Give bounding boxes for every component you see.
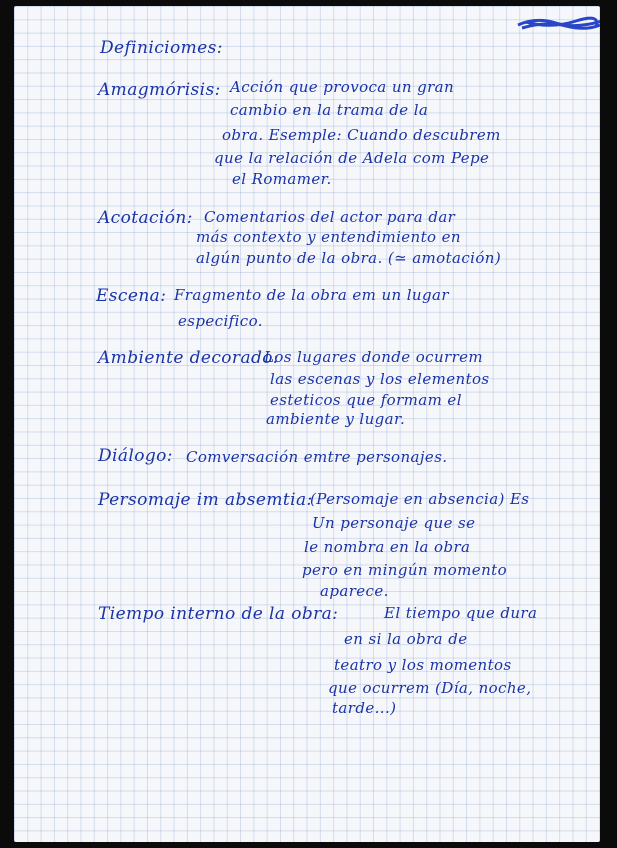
definition-line: el Romamer. (232, 170, 332, 188)
term-tiempo-interno: Tiempo interno de la obra: (98, 604, 339, 624)
definition-line: obra. Esemple: Cuando descubrem (222, 126, 501, 144)
binding-hole (2, 763, 12, 768)
binding-hole (2, 139, 12, 144)
definition-line: le nombra en la obra (304, 538, 471, 556)
definition-line: esteticos que formam el (270, 391, 462, 409)
binding-hole (2, 472, 12, 477)
binding-hole (2, 742, 12, 747)
definition-line: pero en mingún momento (302, 561, 508, 579)
binding-hole (2, 784, 12, 789)
binding-hole (2, 76, 12, 81)
binding-hole (2, 596, 12, 601)
definition-line: tarde...) (332, 699, 397, 717)
binding-hole (2, 700, 12, 705)
binding-hole (2, 492, 12, 497)
binding-hole (2, 430, 12, 435)
page-heading: Definiciomes: (100, 38, 223, 58)
binding-hole (2, 14, 12, 19)
definition-line: El tiempo que dura (384, 604, 538, 622)
binding-hole (2, 409, 12, 414)
binding-hole (2, 347, 12, 352)
binding-hole (2, 56, 12, 61)
binding-hole (2, 243, 12, 248)
definition-line: especifico. (178, 312, 263, 330)
binding-hole (2, 368, 12, 373)
binding-hole (2, 180, 12, 185)
binding-hole (2, 97, 12, 102)
binding-hole (2, 576, 12, 581)
term-ambiente-decorado: Ambiente decorado: (98, 348, 280, 368)
definition-line: en si la obra de (344, 630, 468, 648)
definition-line: teatro y los momentos (334, 656, 512, 674)
term-dialogo: Diálogo: (98, 446, 173, 466)
definition-line: Comversación emtre personajes. (186, 448, 448, 466)
definition-line: ambiente y lugar. (266, 410, 406, 428)
definition-line: aparece. (320, 582, 389, 600)
definition-line: cambio en la trama de la (230, 101, 429, 119)
definition-line: Un personaje que se (312, 514, 476, 532)
binding-hole (2, 825, 12, 830)
binding-hole (2, 804, 12, 809)
definition-line: que ocurrem (Día, noche, (328, 679, 532, 697)
binding-hole (2, 35, 12, 40)
binding-hole (2, 721, 12, 726)
term-escena: Escena: (96, 286, 167, 306)
definition-line: algún punto de la obra. (≃ amotación) (196, 249, 502, 267)
binding-hole (2, 388, 12, 393)
definition-line: Comentarios del actor para dar (204, 208, 456, 226)
binding-hole (2, 534, 12, 539)
definition-line: las escenas y los elementos (270, 370, 490, 388)
binding-hole (2, 659, 12, 664)
binding-hole (2, 638, 12, 643)
binding-hole (2, 284, 12, 289)
definition-line: Los lugares donde ocurrem (264, 348, 484, 366)
binding-hole (2, 326, 12, 331)
definition-line: Acción que provoca un gran (230, 78, 455, 96)
term-acotacion: Acotación: (98, 208, 193, 228)
definition-line: (Persomaje en absencia) Es (310, 490, 530, 508)
binding-hole (2, 513, 12, 518)
term-anagnorisis: Amagmórisis: (98, 80, 221, 100)
notebook-page (14, 6, 600, 842)
ink-scribble (516, 15, 600, 31)
binding-hole (2, 264, 12, 269)
binding-hole (2, 555, 12, 560)
binding-hole (2, 451, 12, 456)
binding-hole (2, 160, 12, 165)
definition-line: que la relación de Adela com Pepe (214, 149, 490, 167)
definition-line: Fragmento de la obra em un lugar (174, 286, 449, 304)
binding-hole (2, 201, 12, 206)
definition-line: más contexto y entendimiento en (196, 228, 461, 246)
binding-hole (2, 680, 12, 685)
term-personaje-in-absentia: Persomaje im absemtia: (98, 490, 313, 510)
binding-hole (2, 222, 12, 227)
spiral-binding-holes (0, 0, 14, 848)
binding-hole (2, 305, 12, 310)
binding-hole (2, 617, 12, 622)
binding-hole (2, 118, 12, 123)
